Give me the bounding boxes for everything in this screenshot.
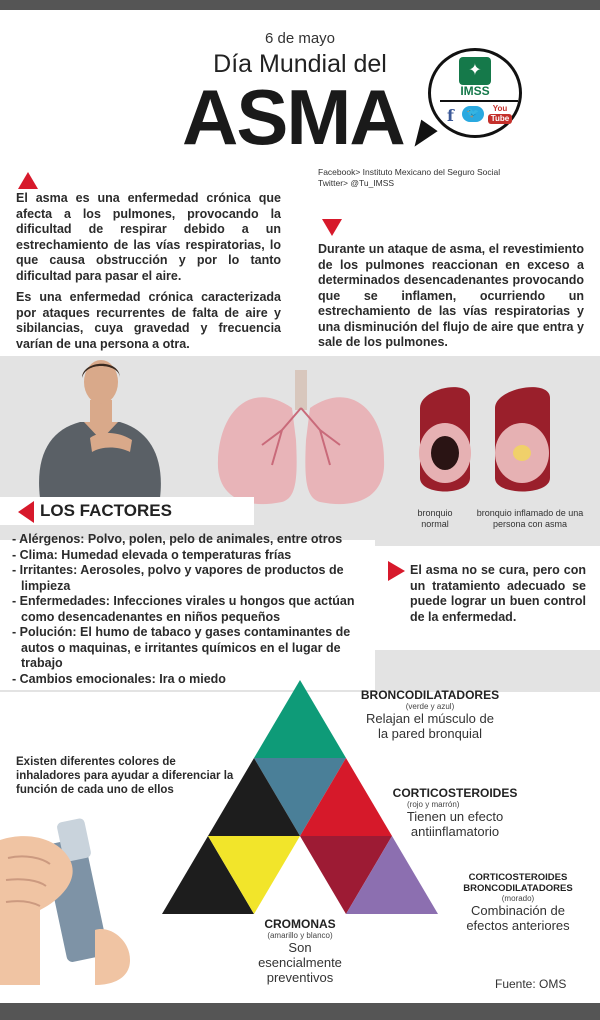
imss-eagle-icon: ✦ — [459, 57, 491, 85]
group-description: Son esencialmente preventivos — [258, 940, 342, 985]
page-title: ASMA — [182, 73, 404, 161]
intro-paragraph-2: Es una enfermedad crónica caracterizada por ataques recurrentes de falta de aire y sibilancias, cuya gravedad y frecuencia varían de una persona a otra. — [16, 290, 281, 351]
bronchi-illustration — [410, 378, 570, 496]
youtube-word-1: You — [492, 104, 508, 113]
list-item: - Polución: El humo de tabaco y gases contaminantes de autos o maquinas, e irritantes químicos en el lugar de trabajo — [12, 625, 351, 670]
group-broncodilatadores — [340, 688, 520, 741]
group-colors: (amarillo y blanco) — [267, 931, 333, 940]
group-colors: (rojo y marrón) — [407, 800, 460, 809]
imss-label: IMSS — [460, 84, 490, 98]
red-triangle-icon — [18, 172, 38, 189]
youtube-icon[interactable] — [488, 104, 512, 126]
facebook-icon[interactable]: f — [447, 106, 454, 125]
twitter-link[interactable]: Twitter> @Tu_IMSS — [318, 178, 395, 188]
attack-paragraph: Durante un ataque de asma, el revestimiento de los pulmones reaccionan en exceso a determinados desencadenantes provocando que se inflamen, ocurriendo un estrechamiento de las vías respiratorias y una disminución del flujo de aire que entra y sale de los pulmones. — [318, 242, 584, 349]
inhalers-intro: Existen diferentes colores de inhaladores para ayudar a diferenciar la función de cada uno de ellos — [16, 756, 234, 796]
red-triangle-icon — [322, 219, 342, 236]
bottom-bar — [0, 1003, 600, 1020]
red-triangle-icon — [18, 501, 34, 523]
factors-title: LOS FACTORES — [40, 501, 172, 520]
group-title: BRONCODILATADORES — [360, 688, 500, 702]
intro-paragraph-1: El asma es una enfermedad crónica que afecta a los pulmones, provocando la dificultad de respirar debido a un estrechamiento de las vías respiratorias, lo que causa obstrucción y por lo tanto dificultad para pasar el aire. — [16, 191, 281, 283]
group-corticosteroides — [375, 786, 535, 839]
logo-divider — [440, 100, 518, 102]
subtitle: Día Mundial del — [213, 50, 387, 78]
list-item: - Enfermedades: Infecciones virales u hongos que actúan como desencadenantes en niños pequeños — [12, 594, 355, 624]
date-label: 6 de mayo — [264, 30, 336, 47]
group-colors: (verde y azul) — [405, 702, 455, 711]
group-combinados — [448, 872, 588, 933]
caption-normal-bronchus: bronquio normal — [417, 508, 453, 529]
twitter-icon[interactable]: 🐦 — [462, 106, 484, 122]
list-item: - Irritantes: Aerosoles, polvo y vapores de productos de limpieza — [12, 563, 344, 593]
group-description: Relajan el músculo de la pared bronquial — [366, 711, 494, 741]
group-description: Combinación de efectos anteriores — [466, 903, 570, 933]
coughing-person-illustration — [20, 360, 180, 498]
list-item: - Alérgenos: Polvo, polen, pelo de animales, entre otros — [12, 532, 343, 546]
youtube-word-2: Tube — [488, 114, 512, 124]
group-cromonas — [225, 917, 375, 985]
list-item: - Clima: Humedad elevada o temperaturas frías — [12, 547, 292, 562]
factors-list — [12, 532, 382, 687]
top-bar — [0, 0, 600, 10]
triangle-green — [254, 680, 346, 758]
red-triangle-icon — [388, 561, 405, 581]
caption-inflamed-bronchus: bronquio inflamado de una persona con asma — [476, 508, 584, 529]
group-colors: (morado) — [501, 894, 535, 903]
source-label: Fuente: OMS — [495, 977, 567, 991]
social-links — [318, 167, 500, 189]
list-item: - Cambios emocionales: Ira o miedo — [12, 671, 226, 686]
group-title: CROMONAS — [264, 917, 336, 931]
group-description: Tienen un efecto antiinflamatorio — [406, 809, 504, 839]
lungs-illustration — [212, 370, 390, 510]
inhaler-hand-illustration — [0, 800, 160, 985]
facebook-link[interactable]: Facebook> Instituto Mexicano del Seguro Social — [318, 167, 501, 177]
cure-paragraph: El asma no se cura, pero con un tratamiento adecuado se puede lograr un buen control de la enfermedad. — [410, 563, 586, 624]
group-title: CORTICOSTEROIDES — [392, 786, 518, 800]
group-title: CORTICOSTEROIDES BRONCODILATADORES — [463, 872, 573, 894]
